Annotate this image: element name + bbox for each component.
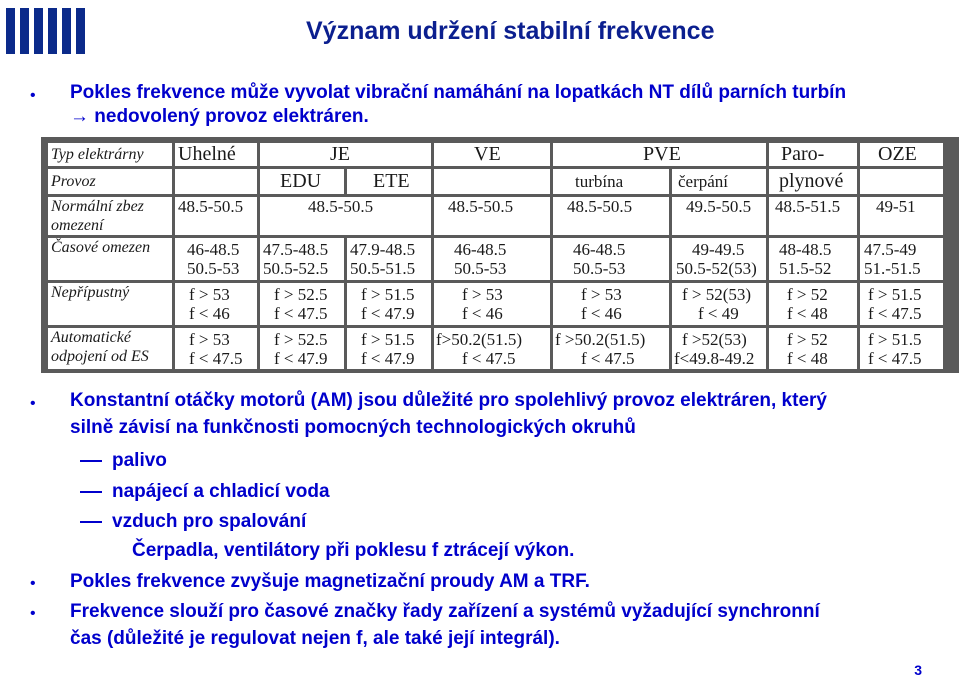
cell-line: f>50.2(51.5) bbox=[436, 329, 523, 349]
bullet1-line2: → nedovolený provoz elektráren. bbox=[70, 106, 369, 127]
cell-line: 50.5-53 bbox=[454, 259, 507, 278]
table-cell bbox=[434, 238, 550, 280]
sub-item: palivo bbox=[112, 450, 167, 471]
bullet4-line2: čas (důležité je regulovat nejen f, ale také její integrál). bbox=[70, 628, 560, 649]
table-cell bbox=[347, 328, 431, 369]
cell-line: f > 51.5 bbox=[868, 285, 922, 304]
cell-line: 46-48.5 bbox=[573, 240, 626, 259]
cell-line: 46-48.5 bbox=[454, 240, 507, 259]
cell-line: f < 48 bbox=[787, 304, 828, 323]
cell-line: f < 46 bbox=[462, 304, 503, 323]
table-cell bbox=[347, 283, 431, 325]
bullet-icon: • bbox=[30, 605, 36, 622]
table-cell bbox=[553, 328, 669, 369]
cell-line: 50.5-52(53) bbox=[676, 259, 757, 278]
cell-line: f > 53 bbox=[189, 285, 230, 304]
header-cell: EDU bbox=[260, 169, 344, 194]
table-cell bbox=[553, 283, 669, 325]
header-cell: OZE bbox=[860, 143, 943, 166]
cell-line: f < 47.5 bbox=[581, 348, 635, 368]
cell-line: f > 53 bbox=[189, 329, 230, 349]
table-cell: 49-51 bbox=[860, 197, 943, 235]
dash-icon bbox=[80, 491, 102, 493]
cell-line: f >50.2(51.5) bbox=[555, 329, 646, 349]
cell-line: f < 47.5 bbox=[274, 304, 328, 323]
table-cell bbox=[769, 328, 857, 369]
table-cell: 49.5-50.5 bbox=[672, 197, 766, 235]
row-label: Časové omezen bbox=[48, 238, 172, 280]
cell-line: f < 47.5 bbox=[868, 348, 922, 368]
cell-line: 47.9-48.5 bbox=[350, 240, 416, 259]
bullet-icon: • bbox=[30, 395, 36, 412]
cell-line: 47.5-49 bbox=[864, 240, 917, 259]
logo bbox=[6, 8, 96, 54]
header-cell: Uhelné bbox=[175, 143, 257, 166]
cell-line: 51.5-52 bbox=[779, 259, 832, 278]
row-label-line: Normální zbez bbox=[51, 198, 144, 215]
cell-line: 47.5-48.5 bbox=[263, 240, 329, 259]
slide-title: Význam udržení stabilní frekvence bbox=[306, 17, 715, 45]
header-cell: ETE bbox=[347, 169, 431, 194]
table-cell bbox=[860, 283, 943, 325]
bullet2-line1: Konstantní otáčky motorů (AM) jsou důležité pro spolehlivý provoz elektráren, který bbox=[70, 390, 827, 411]
table-cell bbox=[769, 283, 857, 325]
cell-line: f < 47.9 bbox=[361, 348, 415, 368]
table-cell: 48.5-50.5 bbox=[175, 197, 257, 235]
cell-line: f<49.8-49.2 bbox=[674, 348, 755, 368]
row-label-line: odpojení od ES bbox=[51, 348, 149, 365]
table-cell bbox=[260, 328, 344, 369]
cell-line: 50.5-51.5 bbox=[350, 259, 416, 278]
table-cell bbox=[672, 238, 766, 280]
bullet2-line2: silně závisí na funkčnosti pomocných technologických okruhů bbox=[70, 417, 636, 438]
cell-line: f < 47.9 bbox=[361, 304, 415, 323]
cell-line: f < 49 bbox=[698, 304, 739, 323]
cell-line: f > 52.5 bbox=[274, 329, 328, 349]
dash-icon bbox=[80, 460, 102, 462]
table-cell bbox=[860, 238, 943, 280]
cell-line: f < 47.5 bbox=[189, 348, 243, 368]
cell-line: 51.-51.5 bbox=[864, 259, 921, 278]
cell-line: f > 52 bbox=[787, 285, 828, 304]
row-label-line: Automatické bbox=[51, 329, 131, 346]
cell-line: f < 48 bbox=[787, 348, 828, 368]
table-cell bbox=[434, 283, 550, 325]
note-text: Čerpadla, ventilátory při poklesu f ztrácejí výkon. bbox=[132, 540, 575, 561]
cell-line: 50.5-53 bbox=[573, 259, 626, 278]
cell-line: f >52(53) bbox=[682, 329, 747, 349]
bullet-icon: • bbox=[30, 575, 36, 592]
table-cell: 48.5-51.5 bbox=[769, 197, 857, 235]
row-label-line: omezení bbox=[51, 217, 104, 234]
cell-line: 46-48.5 bbox=[187, 240, 240, 259]
cell-line: f > 52(53) bbox=[682, 285, 752, 304]
sub-item: vzduch pro spalování bbox=[112, 511, 307, 532]
row-label bbox=[48, 197, 172, 235]
cell-line: f < 47.9 bbox=[274, 348, 328, 368]
cell-line: 50.5-53 bbox=[187, 259, 240, 278]
cell-line: f < 46 bbox=[189, 304, 230, 323]
cell-line: f < 47.5 bbox=[868, 304, 922, 323]
row-label bbox=[48, 328, 172, 369]
table-cell bbox=[769, 238, 857, 280]
header-cell: plynové bbox=[769, 169, 857, 194]
table-cell bbox=[672, 328, 766, 369]
table-cell bbox=[434, 328, 550, 369]
header-cell: Typ elektrárny bbox=[48, 143, 172, 166]
cell-line: f > 52.5 bbox=[274, 285, 328, 304]
table-cell bbox=[347, 238, 431, 280]
bullet1-line1: Pokles frekvence může vyvolat vibrační namáhání na lopatkách NT dílů parních turbín bbox=[70, 82, 847, 103]
cell-line: f > 51.5 bbox=[868, 329, 922, 349]
sub-item: napájecí a chladicí voda bbox=[112, 481, 330, 502]
page-number: 3 bbox=[914, 662, 922, 678]
bullet-icon: • bbox=[30, 87, 36, 104]
cell-line: f > 51.5 bbox=[361, 285, 415, 304]
table-cell: 48.5-50.5 bbox=[260, 197, 431, 235]
header-cell: turbína bbox=[553, 169, 669, 194]
table-cell: 48.5-50.5 bbox=[553, 197, 669, 235]
header-cell: Provoz bbox=[48, 169, 172, 194]
dash-icon bbox=[80, 521, 102, 523]
table-cell bbox=[175, 238, 257, 280]
bullet3-text: Pokles frekvence zvyšuje magnetizační proudy AM a TRF. bbox=[70, 571, 590, 592]
header-cell: JE bbox=[260, 143, 431, 166]
row-label: Nepřípustný bbox=[48, 283, 172, 325]
bullet4-line1: Frekvence slouží pro časové značky řady zařízení a systémů vyžadující synchronní bbox=[70, 601, 820, 622]
cell-line: f > 51.5 bbox=[361, 329, 415, 349]
cell-line: 48-48.5 bbox=[779, 240, 832, 259]
header-cell: VE bbox=[434, 143, 550, 166]
table-cell bbox=[175, 283, 257, 325]
table-cell bbox=[860, 328, 943, 369]
cell-line: f > 53 bbox=[462, 285, 503, 304]
table-cell: 48.5-50.5 bbox=[434, 197, 550, 235]
table-cell bbox=[260, 238, 344, 280]
cell-line: 49-49.5 bbox=[692, 240, 745, 259]
table-cell bbox=[553, 238, 669, 280]
header-cell: čerpání bbox=[672, 169, 766, 194]
table-cell bbox=[672, 283, 766, 325]
table-cell bbox=[175, 328, 257, 369]
header-cell: PVE bbox=[553, 143, 766, 166]
cell-line: f > 53 bbox=[581, 285, 622, 304]
header-cell: Paro- bbox=[769, 143, 857, 166]
cell-line: 50.5-52.5 bbox=[263, 259, 329, 278]
cell-line: f > 52 bbox=[787, 329, 828, 349]
cell-line: f < 47.5 bbox=[462, 348, 516, 368]
cell-line: f < 46 bbox=[581, 304, 622, 323]
table-cell bbox=[260, 283, 344, 325]
frequency-table bbox=[41, 137, 959, 373]
